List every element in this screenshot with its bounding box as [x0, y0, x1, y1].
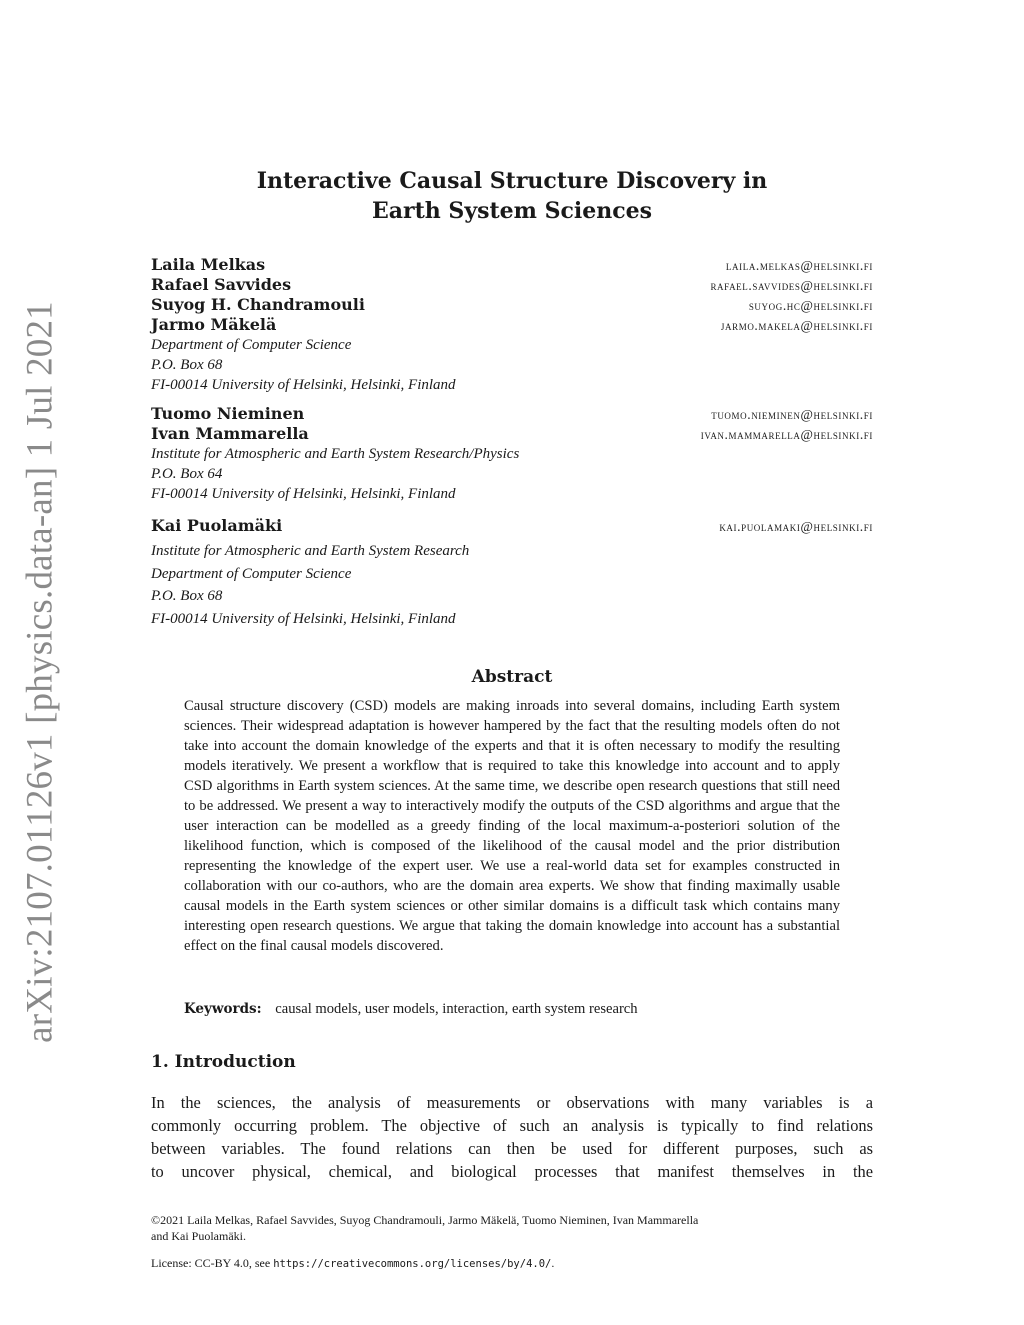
introduction-line: between variables. The found relations can then be used for different purposes, such as	[151, 1139, 873, 1158]
author-email[interactable]: suyog.hc@helsinki.fi	[748, 298, 873, 313]
author-name: Ivan Mammarella	[151, 424, 309, 443]
author-name: Jarmo Mäkelä	[151, 315, 277, 334]
author-email[interactable]: tuomo.nieminen@helsinki.fi	[711, 407, 873, 422]
author-group-1	[151, 255, 873, 395]
author-row	[151, 295, 873, 315]
affiliation-line: Department of Computer Science	[151, 337, 352, 353]
introduction-line: to uncover physical, chemical, and biological processes that manifest themselves in the	[151, 1162, 873, 1181]
license-suffix: .	[551, 1256, 555, 1270]
license-notice	[151, 1255, 873, 1272]
affiliation-line: FI-00014 University of Helsinki, Helsinki, Finland	[151, 486, 456, 502]
author-group-2	[151, 404, 873, 504]
abstract-text: Causal structure discovery (CSD) models are making inroads into several domains, including Earth system sciences. Their widespread adaptation is however hampered by the fact that the resulting models often do not take into account the domain knowledge of the experts and that it is often necessary to modify the resulting models iteratively. We present a workflow that is required to take this knowledge into account and to apply CSD algorithms in Earth system sciences. At the same time, we describe open research questions that still need to be addressed. We present a way to interactively modify the outputs of the CSD algorithms and argue that the user interaction can be modelled as a greedy finding of the local maximum-a-posteriori solution of the likelihood function, which is composed of the likelihood of the causal model and the prior distribution representing the knowledge of the expert user. We use a real-world data set for examples constructed in collaboration with our co-authors, who are the domain area experts. We show that finding maximally usable causal models in the Earth system sciences or other similar domains is a difficult task which contains many interesting open research questions. We argue that taking the domain knowledge into account has a substantial effect on the final causal models discovered.	[184, 698, 840, 954]
author-email[interactable]: jarmo.makela@helsinki.fi	[720, 318, 873, 333]
introduction-line: In the sciences, the analysis of measurements or observations with many variables is a	[151, 1093, 873, 1112]
keywords-line	[184, 1001, 638, 1018]
affiliation-line: FI-00014 University of Helsinki, Helsinki, Finland	[151, 377, 456, 393]
author-group-3	[151, 516, 873, 630]
affiliation-line: P.O. Box 68	[151, 357, 223, 373]
author-row	[151, 255, 873, 275]
author-name: Suyog H. Chandramouli	[151, 295, 365, 314]
author-email[interactable]: laila.melkas@helsinki.fi	[725, 258, 873, 273]
license-link[interactable]: https://creativecommons.org/licenses/by/4.0/	[273, 1258, 552, 1270]
author-name: Rafael Savvides	[151, 275, 292, 294]
author-row	[151, 516, 873, 540]
author-row	[151, 404, 873, 424]
license-prefix: License: CC-BY 4.0, see	[151, 1256, 271, 1270]
arxiv-identifier-stamp: arXiv:2107.01126v1 [physics.data-an] 1 Jul 2021	[19, 301, 61, 1043]
author-name: Laila Melkas	[151, 255, 266, 274]
author-row	[151, 315, 873, 335]
author-row	[151, 275, 873, 295]
keywords-list: causal models, user models, interaction, earth system research	[275, 1001, 638, 1017]
affiliation-line: Institute for Atmospheric and Earth System Research/Physics	[151, 446, 520, 462]
introduction-paragraph	[151, 1091, 873, 1183]
author-name: Kai Puolamäki	[151, 516, 283, 535]
affiliation-line: P.O. Box 68	[151, 588, 223, 604]
author-name: Tuomo Nieminen	[151, 404, 305, 423]
copyright-notice	[151, 1212, 873, 1244]
author-email[interactable]: ivan.mammarella@helsinki.fi	[700, 427, 873, 442]
keywords-label: Keywords:	[184, 1001, 262, 1017]
affiliation-line: Institute for Atmospheric and Earth System Research	[151, 543, 470, 559]
title-line-1: Interactive Causal Structure Discovery in	[256, 168, 768, 194]
copyright-line: and Kai Puolamäki.	[151, 1229, 246, 1243]
title-line-2: Earth System Sciences	[372, 198, 652, 224]
author-row	[151, 424, 873, 444]
paper-title	[0, 166, 1024, 226]
affiliation-line: Department of Computer Science	[151, 565, 352, 582]
copyright-line: ©2021 Laila Melkas, Rafael Savvides, Suyog Chandramouli, Jarmo Mäkelä, Tuomo Nieminen, Ivan Mammarella	[151, 1213, 699, 1227]
affiliation-line: P.O. Box 64	[151, 466, 223, 482]
author-email[interactable]: rafael.savvides@helsinki.fi	[710, 278, 873, 293]
abstract-heading: Abstract	[471, 667, 553, 687]
introduction-line: commonly occurring problem. The objective of such an analysis is typically to find relations	[151, 1116, 873, 1135]
affiliation-line: FI-00014 University of Helsinki, Helsinki, Finland	[151, 610, 456, 627]
author-email[interactable]: kai.puolamaki@helsinki.fi	[719, 519, 873, 534]
section-heading-introduction: 1. Introduction	[151, 1052, 296, 1072]
